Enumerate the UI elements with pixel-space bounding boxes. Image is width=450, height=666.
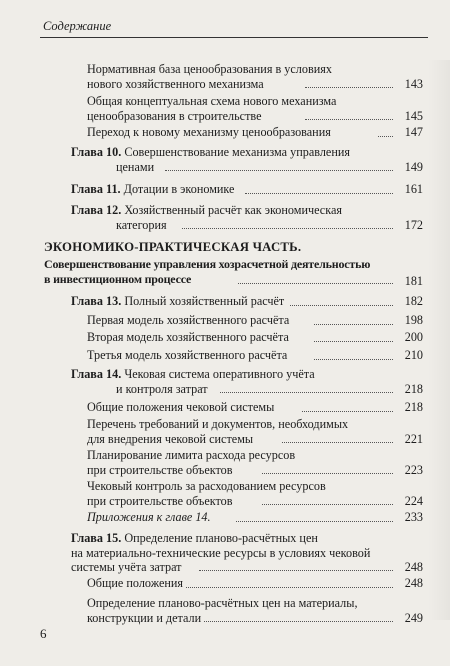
dot-leader [238, 283, 393, 284]
toc-page-number: 161 [404, 182, 423, 196]
toc-page-number: 218 [404, 381, 423, 396]
dot-leader [314, 359, 393, 360]
toc-entry-line: нового хозяйственного механизма [87, 76, 264, 91]
toc-page-number: 143 [404, 76, 423, 91]
toc-entry-line: Полный хозяйственный расчёт [124, 294, 285, 308]
toc-entry-line: Чековая система оперативного учёта [124, 367, 315, 381]
toc-entry-line: и контроля затрат [116, 381, 208, 396]
chapter-label: Глава 12. [71, 203, 122, 217]
toc-page-number: 210 [404, 348, 423, 362]
dot-leader [290, 305, 393, 306]
toc-entry-line: Совершенствование механизма управления [124, 145, 350, 159]
toc-entry-line: Чековый контроль за расходованием ресурсов [87, 479, 326, 493]
toc-entry-line: Определение планово-расчётных цен на материалы, [87, 596, 358, 610]
chapter-label: Глава 14. [71, 367, 122, 381]
dot-leader [165, 170, 393, 171]
toc-page-number: 249 [404, 610, 423, 625]
toc-entry-line: конструкции и детали [87, 610, 202, 625]
toc-page-number: 218 [404, 400, 423, 414]
toc-entry-line: Перечень требований и документов, необходимых [87, 417, 349, 431]
toc-entry-line: Общая концептуальная схема нового механизма [87, 94, 337, 108]
running-head: Содержание [43, 19, 112, 33]
toc-page-number: 223 [404, 462, 423, 477]
dot-leader [378, 136, 393, 137]
toc-page-number: 172 [404, 217, 423, 232]
toc-entry-line: Нормативная база ценообразования в условиях [87, 62, 332, 76]
toc-page-number: 221 [404, 431, 423, 446]
toc-page-number: 198 [404, 313, 423, 327]
dot-leader [282, 442, 393, 443]
dot-leader [236, 521, 393, 522]
dot-leader [262, 504, 393, 505]
section-subtitle-line: Совершенствование управления хозрасчетной деятельностью [44, 257, 371, 271]
dot-leader [245, 193, 393, 194]
dot-leader [314, 324, 393, 325]
section-title: ЭКОНОМИКО-ПРАКТИЧЕСКАЯ ЧАСТЬ. [44, 240, 302, 254]
toc-entry-line: Переход к новому механизму ценообразования [87, 125, 331, 139]
page-number: 6 [40, 626, 47, 641]
toc-entry-line: Дотации в экономике [123, 182, 235, 196]
dot-leader [305, 119, 393, 120]
dot-leader [182, 228, 393, 229]
dot-leader [305, 87, 393, 88]
toc-page-number: 248 [404, 576, 423, 590]
chapter-label: Глава 13. [71, 294, 122, 308]
dot-leader [262, 473, 393, 474]
chapter-label: Глава 10. [71, 145, 122, 159]
toc-entry-line: Общие положения чековой системы [87, 400, 275, 414]
toc-entry-line: на материально-технические ресурсы в условиях чековой [71, 545, 371, 560]
toc-entry-line: Первая модель хозяйственного расчёта [87, 313, 290, 327]
toc-page-number: 224 [404, 493, 423, 508]
toc-entry-line: системы учёта затрат [71, 560, 182, 574]
toc-entry-line: Приложения к главе 14. [87, 510, 211, 524]
toc-entry-line: для внедрения чековой системы [87, 431, 254, 446]
toc-entry-line: категория [116, 217, 167, 232]
chapter-label: Глава 15. [71, 531, 122, 545]
toc-page-number: 248 [404, 560, 423, 574]
toc-page-number: 147 [404, 125, 423, 139]
toc-entry-line: Вторая модель хозяйственного расчёта [87, 330, 289, 344]
toc-page-number: 181 [404, 274, 423, 288]
chapter-label: Глава 11. [71, 182, 121, 196]
toc-entry-line: Общие положения [87, 576, 184, 590]
toc-entry-line: Хозяйственный расчёт как экономическая [124, 203, 342, 217]
header-rule [40, 37, 428, 38]
toc-entry-line: Определение планово-расчётных цен [124, 531, 318, 545]
toc-page-number: 233 [404, 510, 423, 524]
toc-entry-line: Планирование лимита расхода ресурсов [87, 448, 296, 462]
toc-page-number: 182 [404, 294, 423, 308]
dot-leader [314, 341, 393, 342]
section-subtitle-line: в инвестиционном процессе [44, 272, 192, 286]
page-edge-shadow [428, 60, 450, 620]
dot-leader [204, 621, 393, 622]
toc-entry-line: ценообразования в строительстве [87, 108, 262, 123]
dot-leader [186, 587, 393, 588]
toc-page-number: 149 [404, 159, 423, 174]
toc-entry-line: при строительстве объектов [87, 493, 233, 508]
toc-entry-line: Третья модель хозяйственного расчёта [87, 348, 288, 362]
toc-entry-line: ценами [116, 159, 155, 174]
dot-leader [302, 411, 393, 412]
dot-leader [199, 570, 393, 571]
toc-entry-line: при строительстве объектов [87, 462, 233, 477]
toc-page-number: 145 [404, 108, 423, 123]
dot-leader [220, 392, 393, 393]
toc-page-number: 200 [404, 330, 423, 344]
